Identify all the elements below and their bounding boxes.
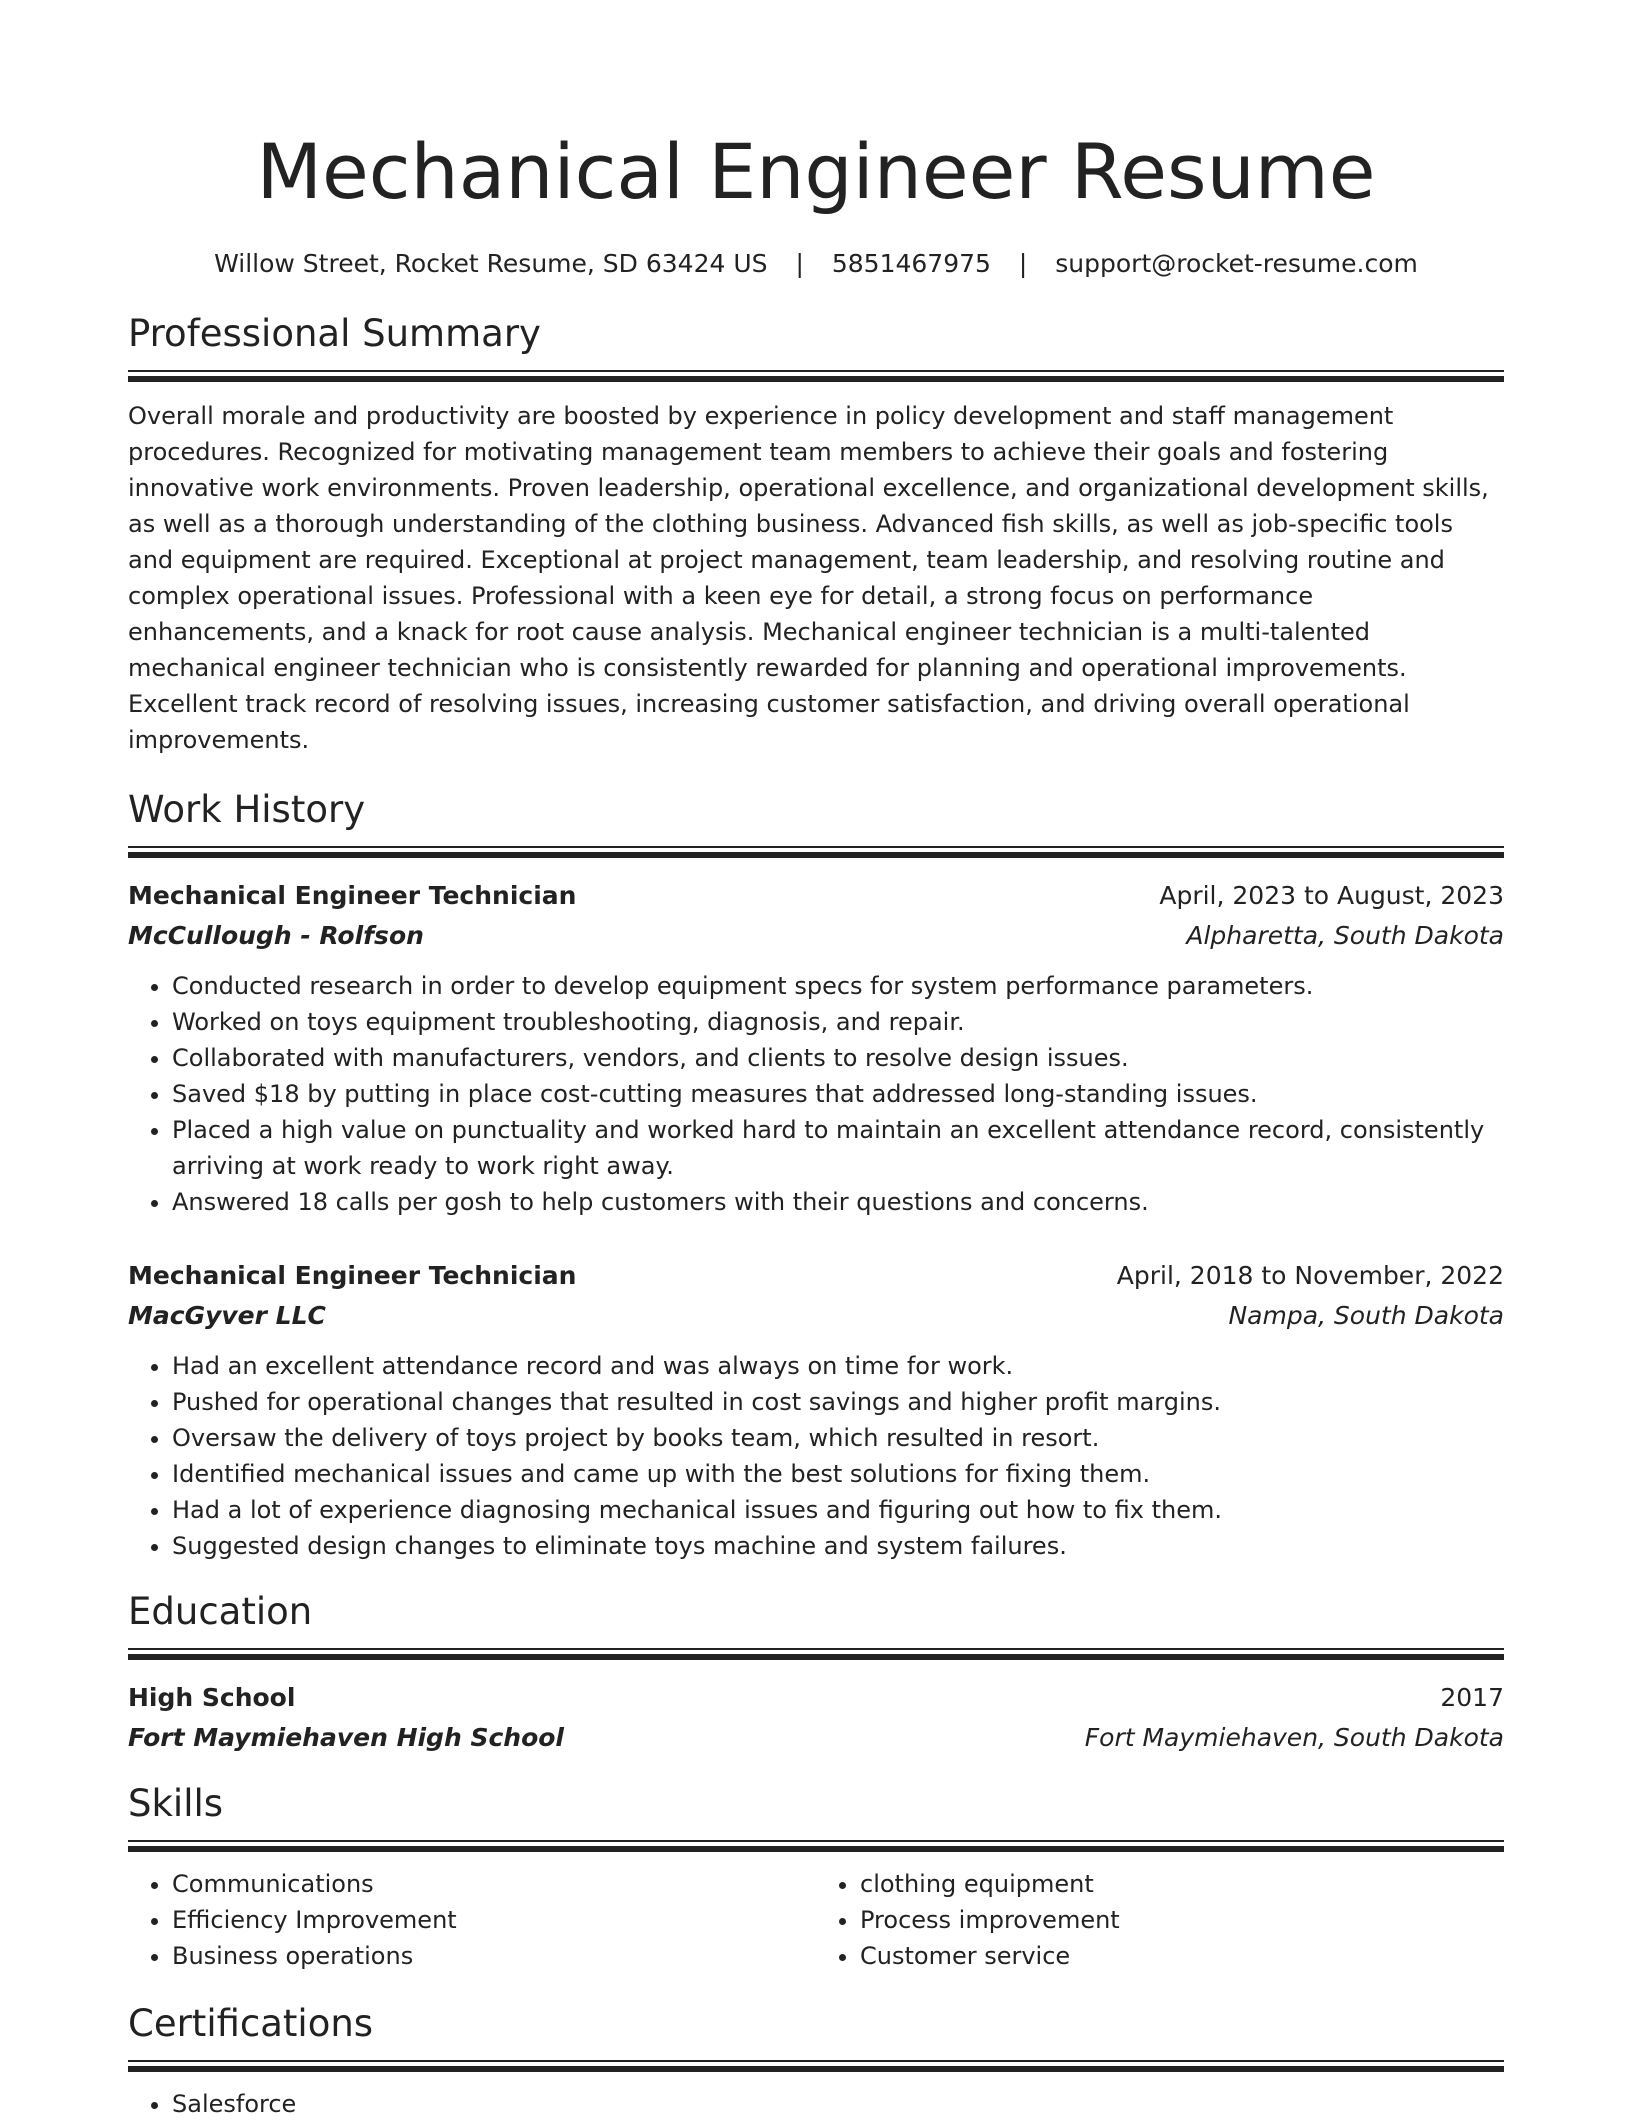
section-divider (128, 2060, 1504, 2072)
list-item: • Suggested design changes to eliminate toys machine and system failures. (172, 1528, 1504, 1564)
list-item: • clothing equipment (860, 1866, 1504, 1902)
job-dates: April, 2023 to August, 2023 (1159, 881, 1504, 910)
list-item: • Oversaw the delivery of toys project by books team, which resulted in resort. (172, 1420, 1504, 1456)
job-location: Alpharetta, South Dakota (1186, 921, 1504, 950)
certifications-heading: Certifications (128, 2002, 374, 2045)
list-item: • Had an excellent attendance record and was always on time for work. (172, 1348, 1504, 1384)
list-item: • Business operations (172, 1938, 816, 1974)
list-item: • Worked on toys equipment troubleshooting, diagnosis, and repair. (172, 1004, 1504, 1040)
section-divider (128, 370, 1504, 382)
job-bullets (128, 968, 1504, 1220)
list-item: • Pushed for operational changes that resulted in cost savings and higher profit margins. (172, 1384, 1504, 1420)
skills-list-left (128, 1866, 816, 1974)
section-divider (128, 846, 1504, 858)
summary-text: Overall morale and productivity are boosted by experience in policy development and staff management procedures. Recognized for motivating management team members to achieve their goals and fostering innovative work environments. Proven leadership, operational excellence, and organizational development skills, as well as a thorough understanding of the clothing business. Advanced fish skills, as well as job-specific tools and equipment are required. Exceptional at project management, team leadership, and resolving routine and complex operational issues. Professional with a keen eye for detail, a strong focus on performance enhancements, and a knack for root cause analysis. Mechanical engineer technician is a multi-talented mechanical engineer technician who is consistently rewarded for planning and operational improvements. Excellent track record of resolving issues, increasing customer satisfaction, and driving overall operational improvements. (128, 402, 1489, 754)
certifications-list (128, 2086, 1504, 2122)
job-title: Mechanical Engineer Technician (128, 881, 577, 910)
certifications-section (128, 2000, 1504, 2122)
list-item: • Collaborated with manufacturers, vendors, and clients to resolve design issues. (172, 1040, 1504, 1076)
contact-line (128, 246, 1504, 282)
list-item: • Process improvement (860, 1902, 1504, 1938)
list-item: • Answered 18 calls per gosh to help customers with their questions and concerns. (172, 1184, 1504, 1220)
education-degree: High School (128, 1683, 296, 1712)
education-heading: Education (128, 1590, 313, 1633)
contact-separator: | (795, 249, 804, 278)
resume-title: Mechanical Engineer Resume (256, 127, 1376, 216)
list-item: • Conducted research in order to develop equipment specs for system performance parameters. (172, 968, 1504, 1004)
skills-grid (128, 1866, 1504, 1974)
list-item: • Efficiency Improvement (172, 1902, 816, 1938)
contact-separator: | (1018, 249, 1028, 278)
skills-column-left (128, 1866, 816, 1974)
education-year: 2017 (1440, 1683, 1504, 1712)
summary-section (128, 310, 1504, 758)
job-dates: April, 2018 to November, 2022 (1116, 1261, 1504, 1290)
skills-heading: Skills (128, 1782, 224, 1825)
list-item: • Salesforce (172, 2086, 1504, 2122)
skills-section (128, 1780, 1504, 1974)
list-item: • Saved $18 by putting in place cost-cutting measures that addressed long-standing issues. (172, 1076, 1504, 1112)
summary-heading: Professional Summary (128, 312, 541, 355)
job-title: Mechanical Engineer Technician (128, 1261, 577, 1290)
job-bullets (128, 1348, 1504, 1564)
work-history-section (128, 786, 1504, 1564)
list-item: • Communications (172, 1866, 816, 1902)
jobs-list (128, 876, 1504, 1564)
contact-address: Willow Street, Rocket Resume, SD 63424 US (214, 249, 768, 278)
education-entry (128, 1678, 1504, 1758)
work-history-heading: Work History (128, 788, 366, 831)
education-location: Fort Maymiehaven, South Dakota (1084, 1723, 1504, 1752)
job-entry (128, 1256, 1504, 1564)
section-divider (128, 1840, 1504, 1852)
list-item: • Identified mechanical issues and came up with the best solutions for fixing them. (172, 1456, 1504, 1492)
skills-column-right (816, 1866, 1504, 1974)
job-company: MacGyver LLC (128, 1301, 326, 1330)
list-item: • Placed a high value on punctuality and worked hard to maintain an excellent attendance record, consistently arriving at work ready to work right away. (172, 1112, 1504, 1184)
contact-phone: 5851467975 (831, 249, 991, 278)
job-entry (128, 876, 1504, 1220)
list-item: • Had a lot of experience diagnosing mechanical issues and figuring out how to fix them. (172, 1492, 1504, 1528)
list-item: • Customer service (860, 1938, 1504, 1974)
section-divider (128, 1648, 1504, 1660)
education-school: Fort Maymiehaven High School (128, 1723, 564, 1752)
skills-list-right (816, 1866, 1504, 1974)
job-location: Nampa, South Dakota (1228, 1301, 1504, 1330)
job-company: McCullough - Rolfson (128, 921, 424, 950)
contact-email: support@rocket-resume.com (1055, 249, 1418, 278)
education-section (128, 1588, 1504, 1758)
